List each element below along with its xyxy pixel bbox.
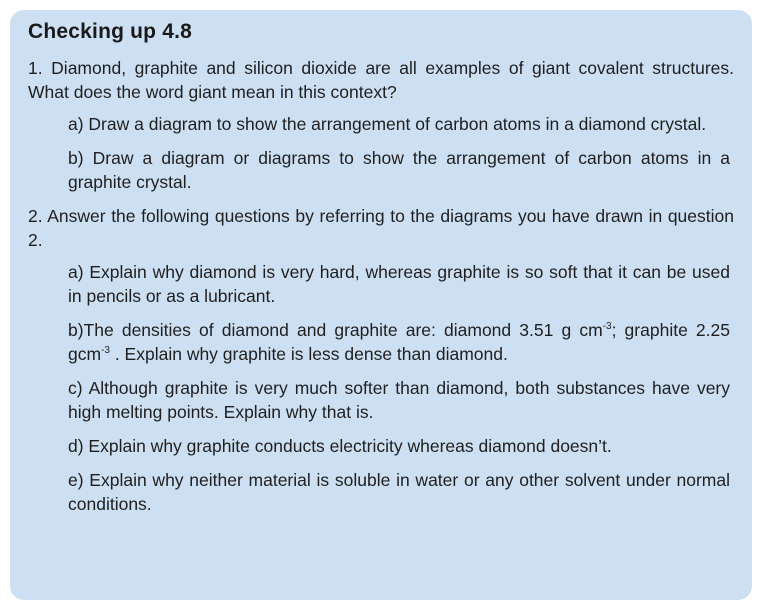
question-2: 2. Answer the following questions by referring to the diagrams you have drawn in question 2. bbox=[28, 206, 734, 250]
question-1a: a) Draw a diagram to show the arrangement of carbon atoms in a diamond crystal. bbox=[68, 114, 707, 134]
question-2b-text-2: ; graphite 2.25 gcm bbox=[68, 320, 730, 364]
question-1b: b) Draw a diagram or diagrams to show the arrangement of carbon atoms in a graphite crystal. bbox=[68, 148, 730, 192]
unit-exponent-1: -3 bbox=[602, 321, 612, 333]
question-2b bbox=[28, 318, 734, 366]
question-2b-text-3: . Explain why graphite is less dense than diamond. bbox=[109, 344, 508, 364]
question-2b-text-1: b)The densities of diamond and graphite are: diamond 3.51 g cm bbox=[68, 320, 603, 340]
question-2e: e) Explain why neither material is soluble in water or any other solvent under normal conditions. bbox=[68, 470, 730, 514]
question-2c: c) Although graphite is very much softer than diamond, both substances have very high melting points. Explain why that is. bbox=[68, 378, 730, 422]
question-2d: d) Explain why graphite conducts electricity whereas diamond doesn’t. bbox=[68, 436, 612, 456]
box-title: Checking up 4.8 bbox=[28, 20, 193, 43]
unit-exponent-2: -3 bbox=[101, 345, 110, 357]
question-2a: a) Explain why diamond is very hard, whereas graphite is so soft that it can be used in pencils or as a lubricant. bbox=[68, 262, 730, 306]
question-1: 1. Diamond, graphite and silicon dioxide are all examples of giant covalent structures. What does the word giant mean in this context? bbox=[28, 58, 734, 102]
checking-up-box bbox=[10, 10, 752, 600]
